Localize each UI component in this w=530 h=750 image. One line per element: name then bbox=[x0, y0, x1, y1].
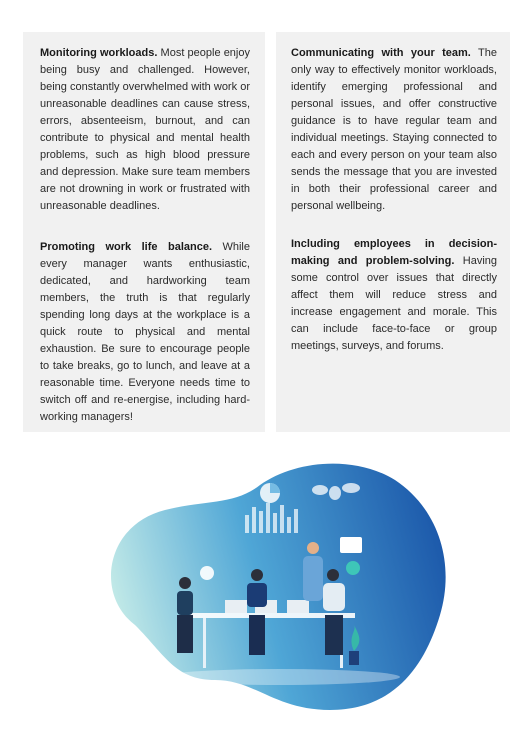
calendar-icon bbox=[340, 537, 362, 553]
laptop bbox=[287, 600, 309, 613]
laptop bbox=[225, 600, 247, 613]
left-text-panel bbox=[23, 32, 265, 432]
floor-shadow bbox=[160, 669, 400, 685]
including-paragraph bbox=[291, 236, 497, 355]
communicating-paragraph bbox=[291, 45, 497, 215]
gear-icon bbox=[346, 561, 360, 575]
communicating-heading: Communicating with your team. bbox=[291, 47, 471, 59]
including-body: Having some control over issues that directly affect them will reduce stress and increase engagement and morale. This can include face-to-face or group meetings, surveys, and forums. bbox=[291, 255, 498, 352]
balance-body: While every manager wants enthusiastic, dedicated, and hardworking team members, the truth is that regularly spending long days at the workplace is a quick route to physical and mental exhaustion. Be sure to encourage people to take breaks, go to lunch, and leave at a reasonable time. Everyone needs time to switch off and re-energise, including hard-working managers! bbox=[40, 241, 250, 423]
communicating-body: The only way to effectively monitor workloads, identify emerging professional and personal issues, and offer constructive guidance is to have regular team and individual meetings. Staying connected to each and every person on your team also sends the message that you are invested in both their professional career and personal wellbeing. bbox=[291, 47, 497, 212]
including-heading: Including employees in decision-making and problem-solving. bbox=[291, 238, 497, 267]
balance-paragraph bbox=[40, 239, 250, 426]
monitoring-heading: Monitoring workloads. bbox=[40, 47, 158, 59]
team-meeting-illustration bbox=[95, 455, 455, 715]
lightbulb-icon bbox=[200, 566, 214, 580]
balance-heading: Promoting work life balance. bbox=[40, 241, 213, 253]
right-text-panel bbox=[276, 32, 510, 432]
pie-chart-icon bbox=[260, 483, 280, 503]
monitoring-paragraph bbox=[40, 45, 250, 215]
monitoring-body: Most people enjoy being busy and challenged. However, being constantly overwhelmed with work or unreasonable deadlines can cause stress, errors, absenteeism, burnout, and can contribute to physical and mental health problems, such as high blood pressure and depression. Make sure team members are not drowning in work or frustrated with unreasonable deadlines. bbox=[40, 47, 250, 212]
